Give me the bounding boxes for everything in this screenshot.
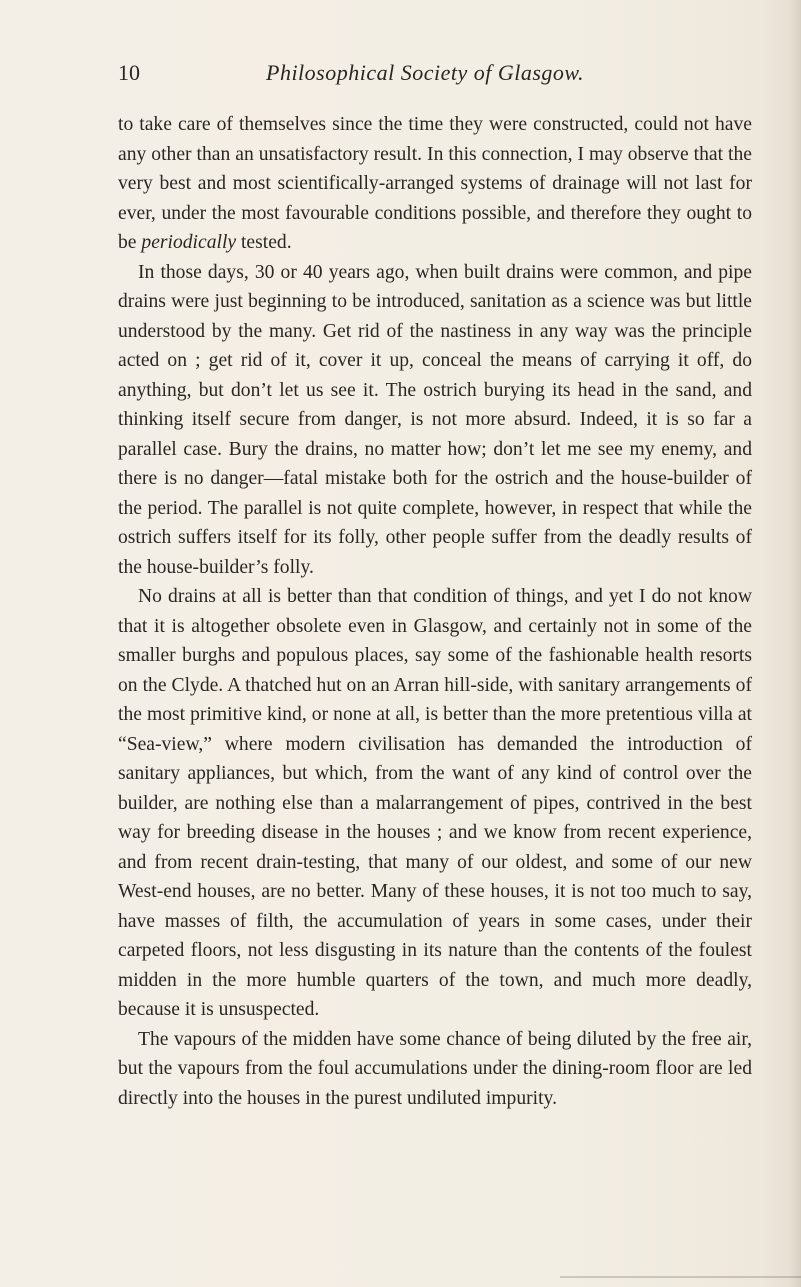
emphasis-periodically: periodically: [141, 232, 237, 253]
running-head: [118, 58, 741, 88]
paragraph-2: In those days, 30 or 40 years ago, when built drains were common, and pipe drains were just beginning to be introduced, sanitation as a science was but little understood by the many. Get rid of the nastiness in any way was the principle acted on ; get rid of it, cover it up, conceal the means of carrying it off, do anything, but don’t let us see it. The ostrich burying its head in the sand, and thinking itself secure from danger, is not more absurd. Indeed, it is so far a parallel case. Bury the drains, no matter how; don’t let me see my enemy, and there is no danger—fatal mistake both for the ostrich and the house-builder of the period. The parallel is not quite complete, however, in respect that while the ostrich suffers itself for its folly, other people suffer from the deadly results of the house-builder’s folly.: [118, 261, 752, 578]
paragraph-1: [118, 110, 752, 258]
paragraph-1-end: tested.: [236, 232, 292, 253]
page-edge-shadow: [789, 0, 801, 1287]
paragraph-4: The vapours of the midden have some chance of being diluted by the free air, but the vapours from the foul accumulations under the dining-room floor are led directly into the houses in the purest undiluted impurity.: [118, 1028, 752, 1109]
page-number: 10: [118, 60, 140, 85]
paragraph-1-text: to take care of themselves since the time they were constructed, could not have any other than an unsatisfactory result. In this connection, I may observe that the very best and most scientifically-arranged systems of drainage will not last for ever, under the most favourable conditions possible, and therefore they ought to be: [118, 114, 752, 253]
body-text: [118, 110, 752, 1113]
paragraph-3: No drains at all is better than that condition of things, and yet I do not know that it is altogether obsolete even in Glasgow, and certainly not in some of the smaller burghs and populous places, say some of the fashionable health resorts on the Clyde. A thatched hut on an Arran hill-side, with sanitary arrangements of the most primitive kind, or none at all, is better than the more pretentious villa at “Sea-view,” where modern civilisation has demanded the introduction of sanitary appliances, but which, from the want of any kind of control over the builder, are nothing else than a malarrangement of pipes, contrived in the best way for breeding disease in the houses ; and we know from recent experience, and from recent drain-testing, that many of our oldest, and some of our new West-end houses, are no better. Many of these houses, it is not too much to say, have masses of filth, the accumulation of years in some cases, under their carpeted floors, not less disgusting in its nature than the contents of the foulest midden in the more humble quarters of the town, and much more deadly, because it is unsuspected.: [118, 586, 752, 1020]
journal-title: Philosophical Society of Glasgow.: [266, 60, 584, 85]
page-bottom-edge: [560, 1276, 801, 1278]
